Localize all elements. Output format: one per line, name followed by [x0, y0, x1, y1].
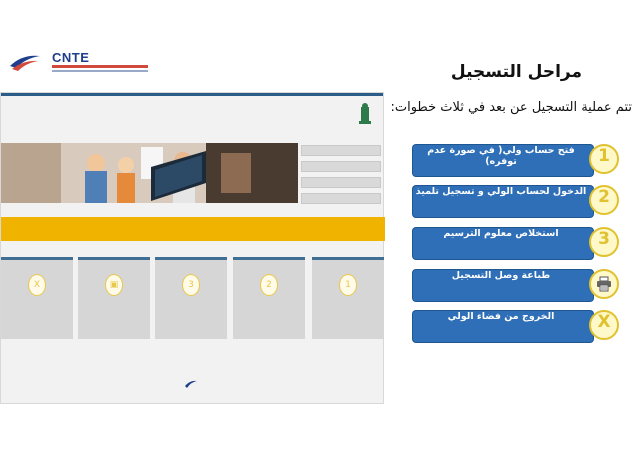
step-label: طباعة وصل التسجيل	[451, 270, 551, 281]
cnte-swoosh-icon	[8, 52, 42, 72]
site-footer-logo-icon	[184, 379, 198, 389]
printer-icon	[589, 269, 619, 299]
site-card-circle: X	[28, 274, 46, 296]
site-hero-banner	[1, 143, 298, 203]
logo-underline-secondary	[52, 70, 148, 72]
number-one-icon: 1	[589, 144, 619, 174]
site-notice-bar	[1, 217, 385, 241]
step-label: استخلاص معلوم الترسيم	[443, 228, 559, 239]
step-payment	[413, 228, 621, 259]
page-title: مراحل التسجيل	[450, 62, 582, 82]
step-login-register	[413, 186, 621, 217]
step-label: فتح حساب ولي( في صورة عدم توفره)	[427, 145, 575, 167]
site-step-card	[233, 257, 305, 339]
number-three-icon: 3	[589, 227, 619, 257]
cnte-brand-text: CNTE	[52, 50, 90, 65]
registration-site-screenshot	[0, 92, 384, 404]
site-step-card	[312, 257, 384, 339]
step-open-account	[413, 145, 621, 176]
site-menu-item	[301, 177, 381, 188]
step-exit	[413, 311, 621, 342]
step-print-receipt	[413, 270, 621, 301]
site-menu-item	[301, 145, 381, 156]
step-label: الخروج من فضاء الولي	[447, 311, 555, 322]
site-step-card	[78, 257, 150, 339]
intro-text: تتم عملية التسجيل عن بعد في ثلاث خطوات:	[390, 100, 632, 115]
site-top-line	[1, 93, 383, 96]
hero-illustration	[1, 143, 298, 203]
cnte-logo	[8, 50, 148, 76]
site-emblem-icon	[355, 101, 375, 127]
site-menu-item	[301, 193, 381, 204]
site-menu-item	[301, 161, 381, 172]
number-two-icon: 2	[589, 185, 619, 215]
step-label: الدخول لحساب الولي و تسجيل تلميذ	[415, 186, 587, 197]
logo-underline	[52, 65, 148, 68]
site-card-circle: 1	[339, 274, 357, 296]
site-step-card	[1, 257, 73, 339]
site-card-circle: 3	[182, 274, 200, 296]
exit-x-icon: X	[589, 310, 619, 340]
site-step-card	[155, 257, 227, 339]
site-card-circle: 2	[260, 274, 278, 296]
site-card-printer: ▣	[105, 274, 123, 296]
